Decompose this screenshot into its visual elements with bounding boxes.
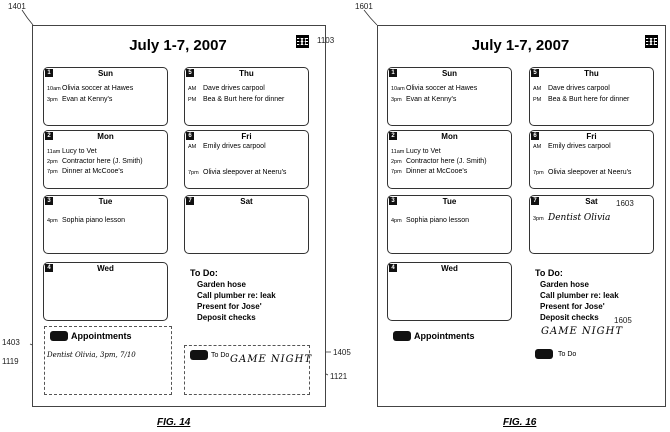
event-text: Lucy to Vet bbox=[62, 148, 97, 155]
event-row bbox=[47, 158, 143, 165]
day-box-mon bbox=[387, 130, 512, 189]
day-name: Mon bbox=[97, 132, 114, 141]
event-text: Lucy to Vet bbox=[406, 148, 441, 155]
day-number: 6 bbox=[186, 132, 194, 140]
event-time: 4pm bbox=[391, 218, 402, 224]
day-number: 2 bbox=[45, 132, 53, 140]
event-time: 3pm bbox=[533, 216, 544, 222]
ref-label-1603: 1603 bbox=[616, 199, 634, 208]
day-box-tue bbox=[43, 195, 168, 254]
day-name: Tue bbox=[442, 197, 457, 206]
day-name: Mon bbox=[441, 132, 458, 141]
day-name: Wed bbox=[97, 264, 114, 273]
appointments-button-icon bbox=[50, 331, 68, 341]
day-box-thu bbox=[184, 67, 309, 126]
event-row bbox=[188, 85, 265, 92]
event-time: AM bbox=[188, 144, 197, 150]
todo-box-label: To Do bbox=[211, 352, 230, 359]
event-time: 2pm bbox=[47, 159, 58, 165]
figure-caption-14: FIG. 14 bbox=[157, 417, 191, 428]
event-text: Dinner at McCooe's bbox=[62, 168, 124, 175]
day-name: Sun bbox=[441, 69, 458, 78]
event-text: Contractor here (J. Smith) bbox=[406, 158, 487, 165]
day-number: 1 bbox=[45, 69, 53, 77]
event-row bbox=[47, 148, 97, 155]
day-box-wed bbox=[387, 262, 512, 321]
day-name: Thu bbox=[584, 69, 599, 78]
day-number: 5 bbox=[186, 69, 194, 77]
day-name: Sun bbox=[97, 69, 114, 78]
event-row bbox=[47, 168, 123, 175]
event-row bbox=[188, 169, 286, 176]
event-row bbox=[47, 217, 125, 224]
day-number: 3 bbox=[45, 197, 53, 205]
figure-caption-16: FIG. 16 bbox=[503, 417, 537, 428]
appointments-label: Appointments bbox=[414, 331, 475, 341]
event-time: 10am bbox=[47, 86, 61, 92]
appointments-label: Appointments bbox=[71, 331, 132, 341]
day-number: 4 bbox=[389, 264, 397, 272]
todo-button-icon bbox=[190, 350, 208, 360]
day-number: 2 bbox=[389, 132, 397, 140]
event-row bbox=[47, 85, 133, 92]
day-box-fri bbox=[529, 130, 654, 189]
day-box-tue bbox=[387, 195, 512, 254]
calendar-title: July 1-7, 2007 bbox=[471, 37, 570, 54]
event-row bbox=[391, 217, 469, 224]
event-time: AM bbox=[533, 144, 542, 150]
day-box-mon bbox=[43, 130, 168, 189]
event-time: 7pm bbox=[391, 169, 402, 175]
event-time: 11am bbox=[47, 149, 61, 155]
event-text: Contractor here (J. Smith) bbox=[62, 158, 143, 165]
event-time: 7pm bbox=[188, 170, 199, 176]
event-text: Bea & Burt here for dinner bbox=[548, 96, 630, 103]
day-name: Sat bbox=[585, 197, 598, 206]
event-text: Olivia sleepover at Neeru's bbox=[203, 169, 287, 176]
event-row bbox=[188, 96, 284, 103]
event-row bbox=[188, 143, 266, 150]
day-box-sat bbox=[184, 195, 309, 254]
day-box-thu bbox=[529, 67, 654, 126]
event-text: Evan at Kenny's bbox=[406, 96, 457, 103]
handwritten-todo: GAME NIGHT bbox=[541, 326, 624, 337]
event-time: 10am bbox=[391, 86, 405, 92]
event-text: Olivia soccer at Hawes bbox=[62, 85, 134, 92]
day-box-sun bbox=[387, 67, 512, 126]
day-number: 3 bbox=[389, 197, 397, 205]
handwritten-todo: GAME NIGHT bbox=[230, 354, 313, 365]
event-row bbox=[533, 96, 629, 103]
day-box-fri bbox=[184, 130, 309, 189]
event-row bbox=[533, 143, 611, 150]
event-time: AM bbox=[533, 86, 542, 92]
event-text: Dave drives carpool bbox=[203, 85, 265, 92]
todo-item: Deposit checks bbox=[540, 313, 599, 322]
day-number: 4 bbox=[45, 264, 53, 272]
event-time: 7pm bbox=[533, 170, 544, 176]
day-number: 6 bbox=[531, 132, 539, 140]
leader-1401 bbox=[22, 10, 33, 25]
day-name: Tue bbox=[98, 197, 113, 206]
event-row bbox=[533, 213, 610, 223]
event-row bbox=[391, 158, 487, 165]
event-row bbox=[391, 85, 477, 92]
event-row bbox=[391, 148, 441, 155]
event-text: Emily drives carpool bbox=[203, 143, 266, 150]
event-time: PM bbox=[533, 97, 542, 103]
event-text: Dinner at McCooe's bbox=[406, 168, 468, 175]
day-name: Thu bbox=[239, 69, 254, 78]
qr-code-icon bbox=[296, 35, 309, 48]
event-text: Evan at Kenny's bbox=[62, 96, 113, 103]
event-text: Bea & Burt here for dinner bbox=[203, 96, 285, 103]
leader-1601 bbox=[364, 10, 377, 25]
todo-item: Call plumber re: leak bbox=[197, 291, 276, 300]
todo-item: Garden hose bbox=[540, 280, 589, 289]
todo-box-label: To Do bbox=[558, 351, 577, 358]
todo-item: Call plumber re: leak bbox=[540, 291, 619, 300]
event-text: Olivia sleepover at Neeru's bbox=[548, 169, 632, 176]
ref-label-1405: 1405 bbox=[333, 348, 351, 357]
day-number: 1 bbox=[389, 69, 397, 77]
todo-item: Present for Jose' bbox=[197, 302, 262, 311]
event-time: 3pm bbox=[47, 97, 58, 103]
event-row bbox=[391, 168, 467, 175]
ref-label-1605: 1605 bbox=[614, 316, 632, 325]
handwritten-sat-entry: Dentist Olivia bbox=[548, 213, 611, 223]
todo-item: Present for Jose' bbox=[540, 302, 605, 311]
day-name: Fri bbox=[586, 132, 597, 141]
day-box-wed bbox=[43, 262, 168, 321]
appointments-button-icon bbox=[393, 331, 411, 341]
handwritten-appointment: Dentist Olivia, 3pm, 7/10 bbox=[47, 351, 136, 359]
ref-label-1103: 1103 bbox=[317, 36, 335, 45]
ref-label-1401: 1401 bbox=[8, 2, 26, 11]
ref-label-1121: 1121 bbox=[330, 372, 348, 381]
event-text: Olivia soccer at Hawes bbox=[406, 85, 478, 92]
day-name: Fri bbox=[241, 132, 252, 141]
event-text: Emily drives carpool bbox=[548, 143, 611, 150]
day-number: 7 bbox=[531, 197, 539, 205]
day-number: 5 bbox=[531, 69, 539, 77]
todo-heading: To Do: bbox=[535, 268, 563, 278]
event-time: 2pm bbox=[391, 159, 402, 165]
event-text: Sophia piano lesson bbox=[62, 217, 126, 224]
event-row bbox=[391, 96, 456, 103]
event-row bbox=[533, 169, 631, 176]
event-time: AM bbox=[188, 86, 197, 92]
todo-heading: To Do: bbox=[190, 268, 218, 278]
event-row bbox=[533, 85, 610, 92]
todo-item: Deposit checks bbox=[197, 313, 256, 322]
event-time: 7pm bbox=[47, 169, 58, 175]
event-time: 4pm bbox=[47, 218, 58, 224]
ref-label-1601: 1601 bbox=[355, 2, 373, 11]
day-name: Sat bbox=[240, 197, 253, 206]
event-row bbox=[47, 96, 112, 103]
event-time: PM bbox=[188, 97, 197, 103]
day-box-sun bbox=[43, 67, 168, 126]
todo-button-icon bbox=[535, 349, 553, 359]
event-time: 11am bbox=[391, 149, 405, 155]
todo-item: Garden hose bbox=[197, 280, 246, 289]
calendar-title: July 1-7, 2007 bbox=[129, 37, 227, 54]
event-text: Sophia piano lesson bbox=[406, 217, 470, 224]
event-text: Dave drives carpool bbox=[548, 85, 610, 92]
qr-code-icon bbox=[645, 35, 658, 48]
day-number: 7 bbox=[186, 197, 194, 205]
day-box-sat bbox=[529, 195, 654, 254]
day-name: Wed bbox=[441, 264, 458, 273]
ref-label-1403: 1403 bbox=[2, 338, 20, 347]
event-time: 3pm bbox=[391, 97, 402, 103]
ref-label-1119: 1119 bbox=[2, 357, 19, 366]
